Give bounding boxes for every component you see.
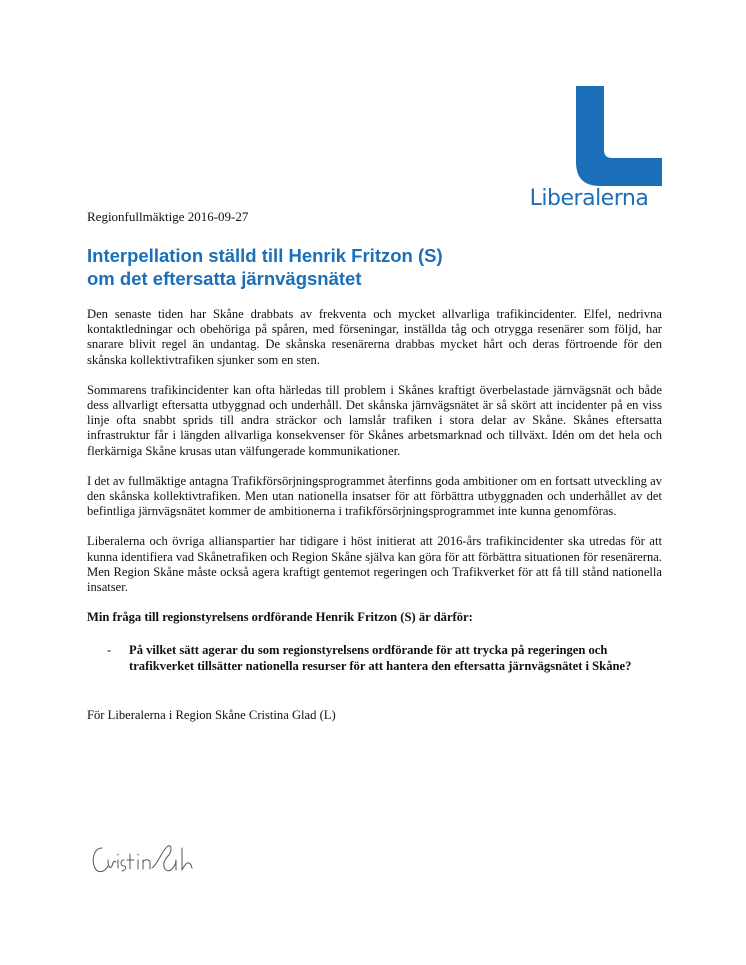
handwritten-signature — [88, 838, 198, 878]
question-intro: Min fråga till regionstyrelsens ordförande Henrik Fritzon (S) är därför: — [87, 610, 473, 625]
logo-wordmark: Liberalerna — [529, 186, 649, 211]
signoff-line: För Liberalerna i Region Skåne Cristina Glad (L) — [87, 707, 336, 722]
document-body — [87, 307, 662, 723]
question-text: På vilket sätt agerar du som regionstyrelsens ordförande för att trycka på regeringen och trafikverket tillsätter nationella resurser för att hantera den eftersatta järnvägsnätet i Skåne? — [129, 643, 632, 673]
paragraph-4: Liberalerna och övriga allianspartier har tidigare i höst initierat att 2016-års trafikincidenter ska utredas för att kunna identifiera vad Skånetrafiken och Region Skåne själva kan göra för att förbättra situationen för resenärerna. Men Region Skåne måste också agera kraftigt gentemot regeringen och Trafikverket för att få till stånd nationella insatser. — [87, 534, 662, 595]
date-line: Regionfullmäktige 2016-09-27 — [87, 209, 249, 224]
paragraph-3: I det av fullmäktige antagna Trafikförsörjningsprogrammet återfinns goda ambitioner om en fortsatt utveckling av den skånska kollektivtrafiken. Men utan nationella insatser för att förbättra utbyggnaden och underhållet av det befintliga järnvägsnätet kommer de ambitionerna i trafikförsörjningsprogrammet inte kunna genomföras. — [87, 473, 662, 519]
paragraph-1: Den senaste tiden har Skåne drabbats av frekventa och mycket allvarliga trafikincidenter. Elfel, nedrivna kontaktledningar och obehöriga på spåren, med förseningar, inställda tåg och otrygga resenärer som följd, har snarare blivit regel än undantag. De skånska resenärerna drabbas mycket hårt och deras förtroende för den skånska kollektivtrafiken sjunker som en sten. — [87, 307, 662, 367]
paragraph-2: Sommarens trafikincidenter kan ofta härledas till problem i Skånes kraftigt överbelastade järnvägsnät och både dess allvarligt eftersatta utbyggnad och underhåll. Det skånska järnvägsnätet är så skört att incidenter på en viss linje ofta snabbt sprids till andra sträckor och lamslår trafiken i stora delar av Skåne. Skånes eftersatta infrastruktur får i längden allvarliga konsekvenser för Skånes arbetsmarknad och tillväxt. Idén om det hela och flerkärniga Skåne krusas utan välfungerade kommunikationer. — [87, 382, 662, 458]
title-line-2: om det eftersatta järnvägsnätet — [87, 268, 362, 289]
question-bullet — [87, 643, 634, 673]
liberalerna-logo — [516, 86, 662, 216]
bullet-dash: - — [107, 643, 112, 658]
page-title — [87, 244, 647, 290]
liberalerna-l-icon — [574, 86, 662, 186]
title-line-1: Interpellation ställd till Henrik Fritzon (S) — [87, 245, 443, 266]
